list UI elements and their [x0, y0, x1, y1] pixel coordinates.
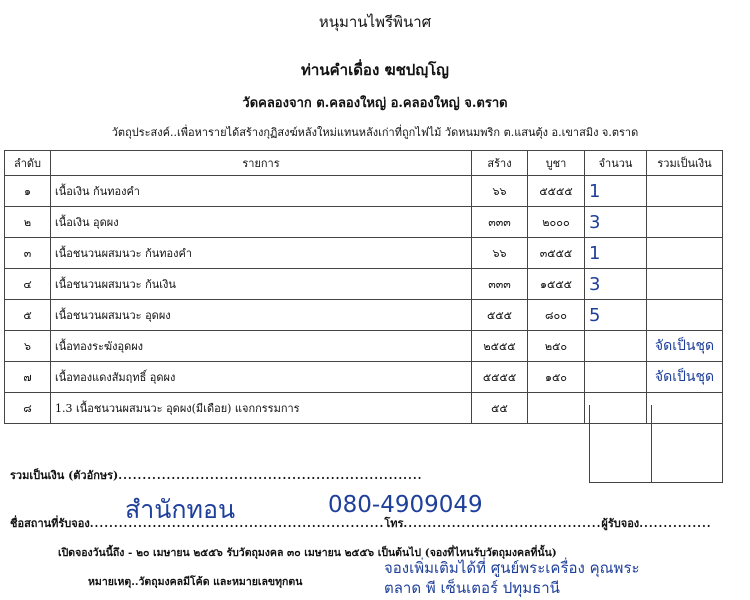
row-made: ๕๕ [472, 393, 528, 424]
purpose-line: วัตถุประสงค์..เพื่อหารายได้สร้างกุฏิสงฆ์หลังใหม่แทนหลังเก่าที่ถูกไฟไม้ วัดหนมพริก ต.แสนตุ้ง อ.เขาสมิง จ.ตราด [111, 126, 639, 139]
table-row [5, 331, 723, 362]
place-value[interactable]: สำนักทอน [125, 495, 236, 524]
row-total[interactable]: จัดเป็นชุด [647, 362, 723, 393]
row-donate: ๒๕๐ [528, 331, 585, 362]
phone-value[interactable]: 080-4909049 [328, 492, 483, 518]
row-donate: ๒๐๐๐ [528, 207, 585, 238]
row-item: เนื้อชนวนผสมนวะ ก้นเงิน [51, 269, 472, 300]
table-row [5, 207, 723, 238]
row-donate: ๓๕๕๕ [528, 238, 585, 269]
table-row [5, 362, 723, 393]
row-no: ๕ [5, 300, 51, 331]
row-qty[interactable] [585, 331, 647, 362]
row-total[interactable]: จัดเป็นชุด [647, 331, 723, 362]
row-made: ๒๕๕๕ [472, 331, 528, 362]
extra-info-line1: จองเพิ่มเติมได้ที่ ศูนย์พระเครื่อง คุณพระ [384, 559, 640, 577]
row-no: ๖ [5, 331, 51, 362]
row-donate: ๑๕๕๕ [528, 269, 585, 300]
total-text-label: รวมเป็นเงิน (ตัวอักษร) [10, 469, 119, 482]
row-donate: ๕๕๕๕ [528, 176, 585, 207]
grand-total-amount-box[interactable] [651, 405, 723, 483]
col-header-made: สร้าง [472, 151, 528, 176]
row-donate [528, 393, 585, 424]
note-label: หมายเหตุ..วัตถุมงคลมีโค้ด และหมายเลขทุกตน [88, 576, 303, 588]
row-item: เนื้อทองแดงสัมฤทธิ์ อุดผง [51, 362, 472, 393]
row-item: เนื้อชนวนผสมนวะ ก้นทองคำ [51, 238, 472, 269]
place-row: ชื่อสถานที่รับจอง.............................................................โทร.........................................ผู้รับจอง............... [10, 517, 712, 530]
row-made: ๖๖ [472, 176, 528, 207]
row-qty[interactable]: 3 [585, 269, 647, 300]
col-header-no: ลำดับ [5, 151, 51, 176]
row-qty[interactable]: 5 [585, 300, 647, 331]
row-no: ๗ [5, 362, 51, 393]
row-total[interactable] [647, 207, 723, 238]
row-donate: ๘๐๐ [528, 300, 585, 331]
row-total[interactable] [647, 300, 723, 331]
row-no: ๓ [5, 238, 51, 269]
order-table [4, 150, 723, 424]
row-made: ๕๕๕ [472, 300, 528, 331]
table-row [5, 269, 723, 300]
table-row [5, 238, 723, 269]
row-item: 1.3 เนื้อชนวนผสมนวะ อุดผง(มีเดือย) แจกกรรมการ [51, 393, 472, 424]
table-row [5, 176, 723, 207]
row-made: ๕๕๕๕ [472, 362, 528, 393]
temple-address: วัดคลองจาก ต.คลองใหญ่ อ.คลองใหญ่ จ.ตราด [242, 96, 508, 111]
row-qty[interactable] [585, 362, 647, 393]
row-no: ๑ [5, 176, 51, 207]
row-donate: ๑๕๐ [528, 362, 585, 393]
row-no: ๔ [5, 269, 51, 300]
col-header-item: รายการ [51, 151, 472, 176]
grand-total-qty-box[interactable] [589, 405, 652, 483]
row-no: ๒ [5, 207, 51, 238]
table-row [5, 300, 723, 331]
row-item: เนื้อเงิน ก้นทองคำ [51, 176, 472, 207]
row-item: เนื้อชนวนผสมนวะ อุดผง [51, 300, 472, 331]
row-item: เนื้อทองระฆังอุดผง [51, 331, 472, 362]
row-total[interactable] [647, 238, 723, 269]
row-qty[interactable]: 3 [585, 207, 647, 238]
col-header-total: รวมเป็นเงิน [647, 151, 723, 176]
phone-label: โทร [384, 517, 404, 530]
table-header-row [5, 151, 723, 176]
monk-name: ท่านคำเดื่อง ฆชปญฺโญ [301, 61, 449, 79]
row-total[interactable] [647, 176, 723, 207]
receiver-label: ผู้รับจอง [601, 517, 640, 530]
col-header-qty: จำนวน [585, 151, 647, 176]
dates-text: เปิดจองวันนี้ถึง - ๒๐ เมษายน ๒๕๕๖ รับวัตถุมงคล ๓๐ เมษายน ๒๕๕๖ เป็นต้นไป (จองที่ไหนรับวัตถุมงคลที่นั้น) [58, 547, 557, 559]
row-qty[interactable]: 1 [585, 238, 647, 269]
extra-info-line2: ตลาด พี เซ็นเตอร์ ปทุมธานี [384, 579, 560, 597]
row-no: ๘ [5, 393, 51, 424]
col-header-donate: บูชา [528, 151, 585, 176]
place-label: ชื่อสถานที่รับจอง [10, 517, 90, 530]
row-qty[interactable]: 1 [585, 176, 647, 207]
row-total[interactable] [647, 269, 723, 300]
amulet-name: หนุมานไพรีพินาศ [318, 13, 432, 31]
row-made: ๓๓๓ [472, 269, 528, 300]
row-made: ๓๓๓ [472, 207, 528, 238]
total-text-row: รวมเป็นเงิน (ตัวอักษร)............................................................... [10, 469, 423, 482]
row-item: เนื้อเงิน อุดผง [51, 207, 472, 238]
row-made: ๖๖ [472, 238, 528, 269]
